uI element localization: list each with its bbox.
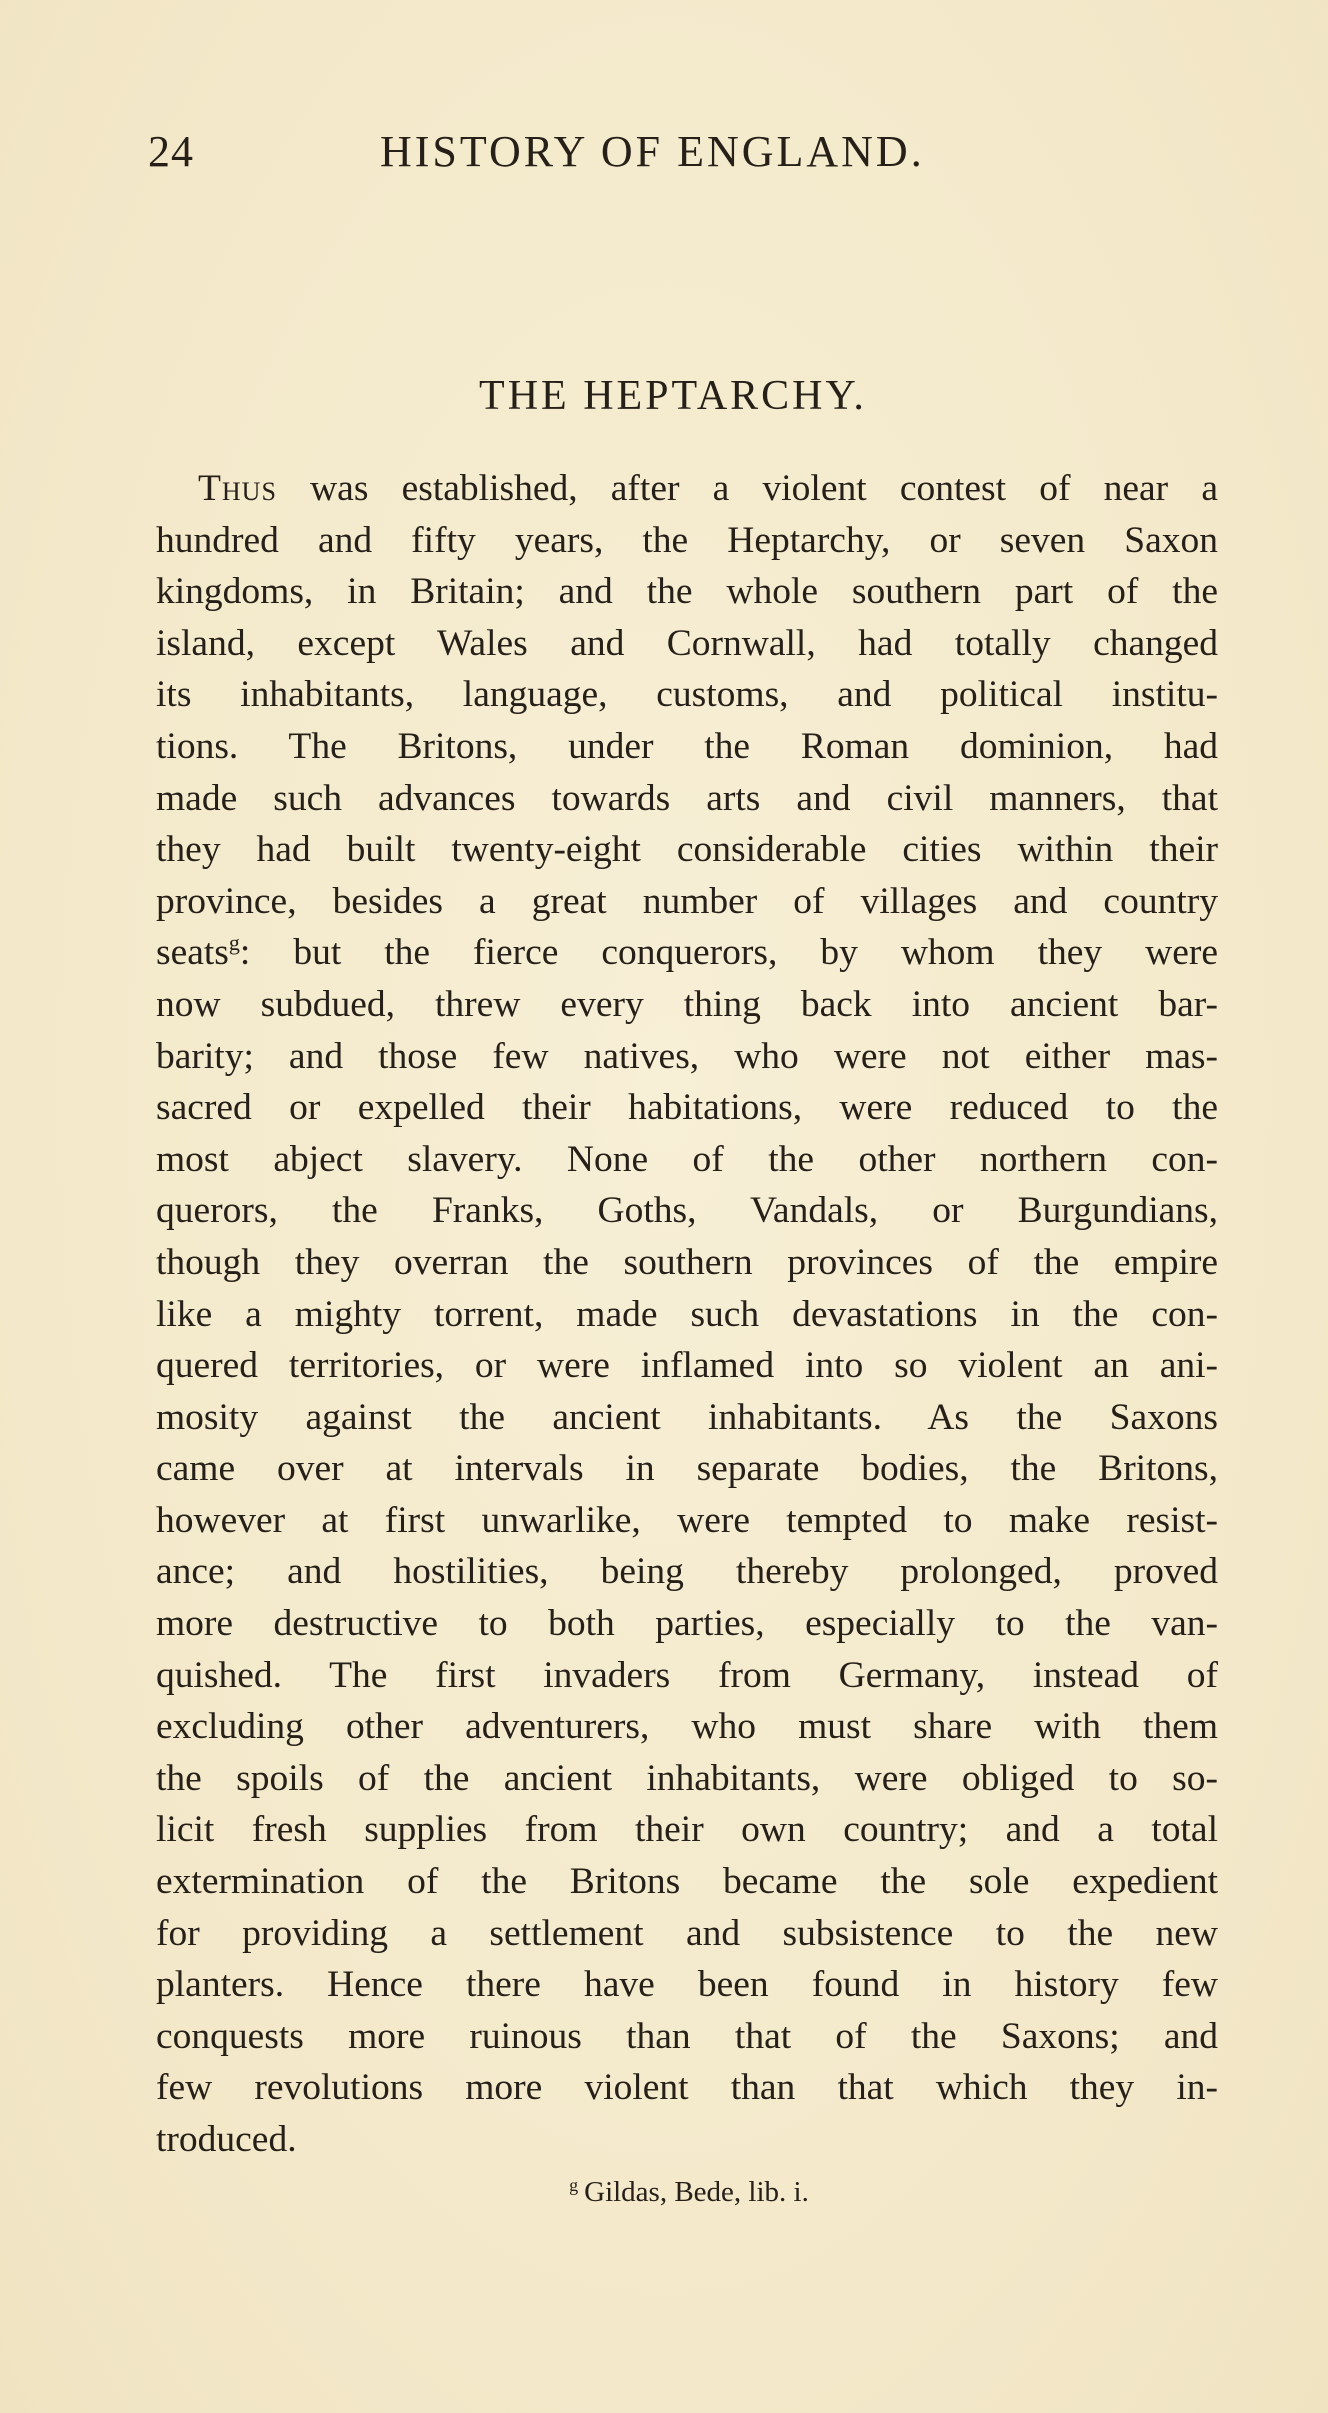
text-line-content: seats xyxy=(156,932,229,974)
text-line: hundred and fifty years, the Heptarchy, or seven Saxon xyxy=(156,519,1218,561)
text-line: quished. The first invaders from Germany, instead of xyxy=(156,1654,1218,1696)
text-line: ance; and hostilities, being thereby prolonged, proved xyxy=(156,1551,1218,1593)
text-line: quered territories, or were inflamed into so violent an ani- xyxy=(156,1345,1218,1387)
text-line: though they overran the southern provinces of the empire xyxy=(156,1241,1218,1283)
text-line: its inhabitants, language, customs, and political institu- xyxy=(156,674,1218,716)
text-line: conquests more ruinous than that of the Saxons; and xyxy=(156,2015,1218,2057)
page-number: 24 xyxy=(148,127,194,176)
text-line: island, except Wales and Cornwall, had totally changed xyxy=(156,622,1218,664)
text-line-content: was established, after a violent contest of near a xyxy=(276,468,1218,509)
text-line: however at first unwarlike, were tempted to make resist- xyxy=(156,1499,1218,1541)
text-line: province, besides a great number of villages and country xyxy=(156,880,1218,922)
text-line: barity; and those few natives, who were not either mas- xyxy=(156,1035,1218,1077)
footnote-reference: g xyxy=(228,930,240,956)
text-line: kingdoms, in Britain; and the whole southern part of the xyxy=(156,571,1218,613)
text-line: more destructive to both parties, especially to the van- xyxy=(156,1603,1218,1645)
running-head xyxy=(140,126,1200,186)
text-line xyxy=(156,927,1218,979)
body-paragraph xyxy=(156,463,1218,2166)
text-line: mosity against the ancient inhabitants. As the Saxons xyxy=(156,1396,1218,1438)
text-line: troduced. xyxy=(156,2119,297,2160)
text-line: like a mighty torrent, made such devastations in the con- xyxy=(156,1293,1218,1335)
footnote-mark: g xyxy=(569,2175,579,2195)
text-line: sacred or expelled their habitations, were reduced to the xyxy=(156,1087,1218,1129)
chapter-heading: THE HEPTARCHY. xyxy=(479,373,867,419)
text-line: querors, the Franks, Goths, Vandals, or Burgundians, xyxy=(156,1190,1218,1232)
text-line: most abject slavery. None of the other northern con- xyxy=(156,1138,1218,1180)
text-line: came over at intervals in separate bodies, the Britons, xyxy=(156,1448,1218,1490)
running-title: HISTORY OF ENGLAND. xyxy=(380,127,925,176)
footnote xyxy=(0,2176,1328,2209)
text-line: few revolutions more violent than that which they in- xyxy=(156,2067,1218,2109)
text-line: extermination of the Britons became the sole expedient xyxy=(156,1861,1218,1903)
text-line: licit fresh supplies from their own country; and a total xyxy=(156,1809,1218,1851)
text-line: they had built twenty-eight considerable cities within their xyxy=(156,829,1218,871)
text-line: planters. Hence there have been found in history few xyxy=(156,1964,1218,2006)
text-line: the spoils of the ancient inhabitants, were obliged to so- xyxy=(156,1757,1218,1799)
footnote-text: Gildas, Bede, lib. i. xyxy=(584,2176,809,2208)
text-line: excluding other adventurers, who must share with them xyxy=(156,1706,1218,1748)
text-line: made such advances towards arts and civil manners, that xyxy=(156,777,1218,819)
lead-word: Thus xyxy=(198,468,277,509)
text-line-content: : but the fierce conquerors, by whom they were xyxy=(239,932,1218,974)
text-line: tions. The Britons, under the Roman dominion, had xyxy=(156,725,1218,767)
text-line xyxy=(156,463,1218,515)
text-line: now subdued, threw every thing back into ancient bar- xyxy=(156,983,1218,1025)
text-line: for providing a settlement and subsistence to the new xyxy=(156,1912,1218,1954)
